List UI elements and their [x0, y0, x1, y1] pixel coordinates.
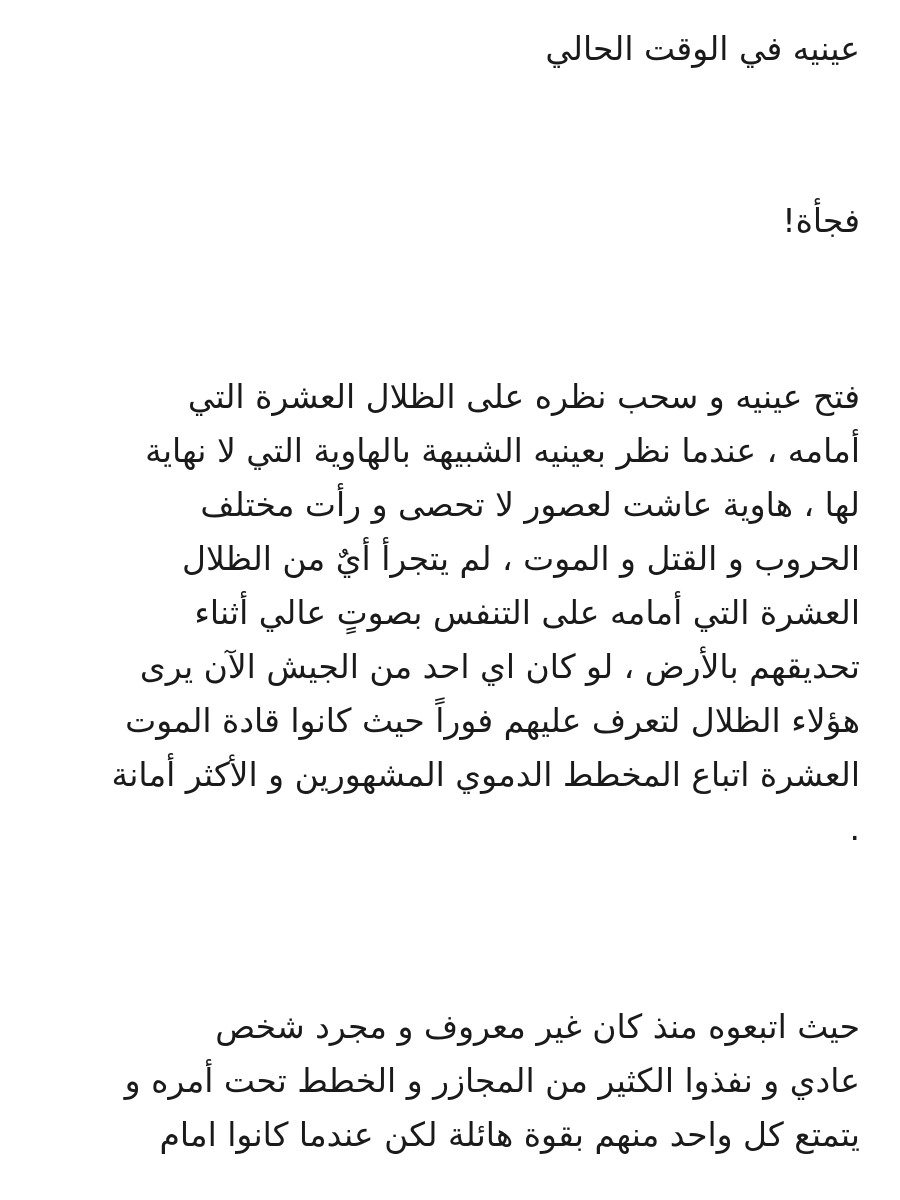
- text-line: هؤلاء الظلال لتعرف عليهم فوراً حيث كانوا قادة الموت: [125, 701, 860, 740]
- text-line: الحروب و القتل و الموت ، لم يتجرأ أيٌ من الظلال: [181, 539, 860, 578]
- text-line: تحديقهم بالأرض ، لو كان اي احد من الجيش الآن يرى: [139, 647, 860, 686]
- text-line: عينيه في الوقت الحالي: [545, 29, 860, 68]
- paragraph-2: [60, 194, 860, 248]
- paragraph-3: [60, 370, 860, 856]
- text-line: عادي و نفذوا الكثير من المجازر و الخطط تحت أمره و: [124, 1061, 860, 1100]
- text-line: فجأة!: [782, 201, 860, 240]
- text-line: أمامه ، عندما نظر بعينيه الشبيهة بالهاوية التي لا نهاية: [145, 431, 860, 470]
- text-line: يتمتع كل واحد منهم بقوة هائلة لكن عندما كانوا امام: [159, 1115, 860, 1154]
- text-line: العشرة التي أمامه على التنفس بصوتٍ عالي أثناء: [194, 593, 860, 632]
- text-line: .: [849, 809, 860, 848]
- text-line: فتح عينيه و سحب نظره على الظلال العشرة التي: [187, 377, 860, 416]
- text-line: العشرة اتباع المخطط الدموي المشهورين و الأكثر أمانة: [111, 755, 860, 794]
- text-line: لها ، هاوية عاشت لعصور لا تحصى و رأت مختلف: [200, 485, 860, 524]
- paragraph-4: [60, 1000, 860, 1162]
- text-line: حيث اتبعوه منذ كان غير معروف و مجرد شخص: [215, 1007, 860, 1046]
- paragraph-1: [60, 22, 860, 76]
